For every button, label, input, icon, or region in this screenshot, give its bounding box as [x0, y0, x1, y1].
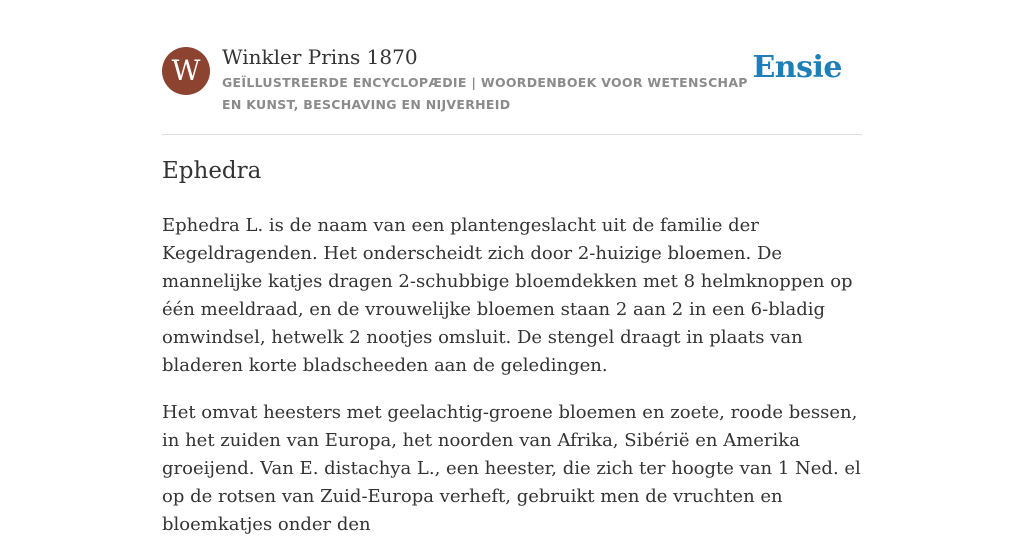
site-header: [162, 0, 862, 135]
entry-title: Ephedra: [162, 158, 262, 184]
source-subtitle: GEÏLLUSTREERDE ENCYCLOPÆDIE | WOORDENBOEK VOOR WETENSCHAP EN KUNST, BESCHAVING EN NIJVERHEID: [222, 75, 748, 112]
entry-paragraph: Ephedra L. is de naam van een plantengeslacht uit de familie der Kegeldragenden. Het onderscheidt zich door 2-huizige bloemen. De mannelijke katjes dragen 2-schubbige bloemdekken met 8 helmknoppen op één meeldraad, en de vrouwelijke bloemen staan 2 aan 2 in een 6-bladig omwindsel, hetwelk 2 nootjes omsluit. De stengel draagt in plaats van bladeren korte bladscheeden aan de geledingen.: [162, 215, 853, 376]
entry-body: [162, 212, 862, 558]
source-avatar[interactable]: W: [162, 47, 210, 95]
source-title[interactable]: Winkler Prins 1870: [222, 45, 418, 69]
ensie-logo-link[interactable]: Ensie: [752, 50, 842, 85]
entry-paragraph: Het omvat heesters met geelachtig-groene bloemen en zoete, roode bessen, in het zuiden van Europa, het noorden van Afrika, Sibérië en Amerika groeijend. Van E. distachya L., een heester, die zich ter hoogte van 1 Ned. el op de rotsen van Zuid-Europa verheft, gebruikt men de vruchten en bloemkatjes onder den: [162, 402, 861, 535]
content-container: [162, 0, 862, 535]
